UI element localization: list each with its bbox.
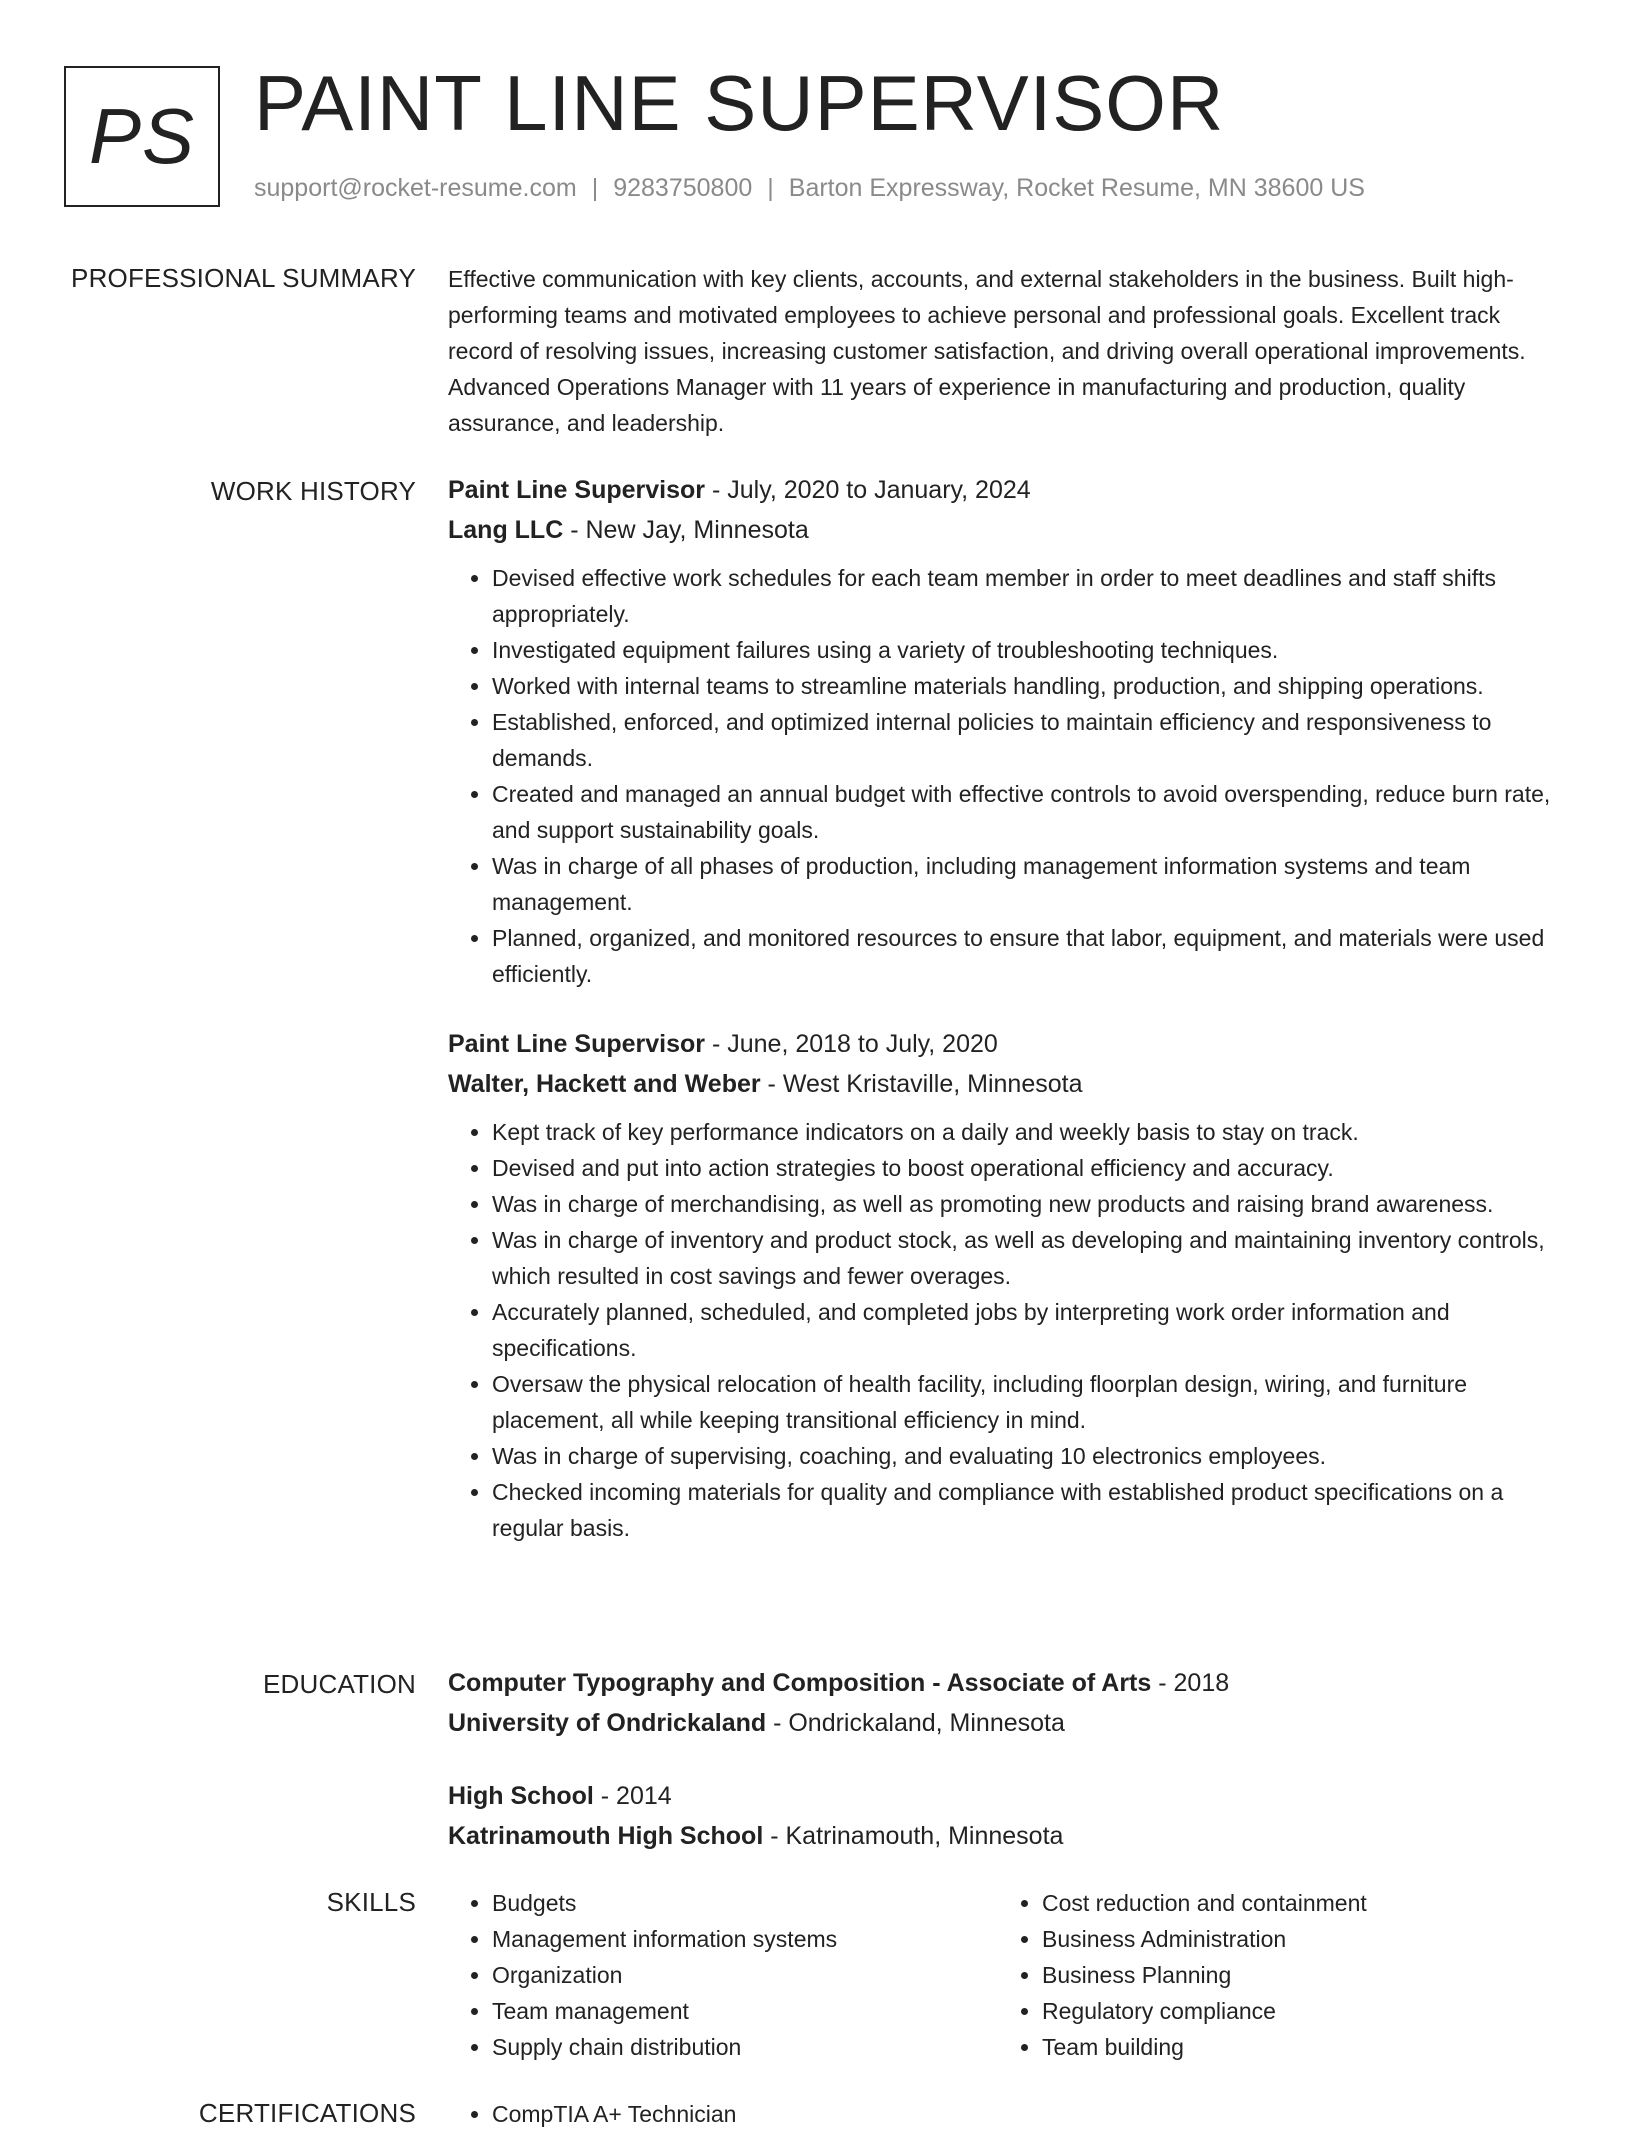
job-bullets [448, 1114, 1564, 1546]
skill-item: • Cost reduction and containment [1042, 1885, 1548, 1921]
section-title-certifications: CERTIFICATIONS [198, 2098, 416, 2128]
job-bullet: • Was in charge of merchandising, as well as promoting new products and raising brand awareness. [492, 1186, 1564, 1222]
job-company-line [448, 1064, 1564, 1104]
skill-item: • Regulatory compliance [1042, 1993, 1548, 2029]
education-location: - Ondrickaland, Minnesota [766, 1709, 1065, 1737]
contact-separator: | [767, 174, 774, 202]
certification-item: • CompTIA A+ Technician [492, 2096, 1564, 2132]
education-degree: Computer Typography and Composition - Associate of Arts [448, 1669, 1152, 1697]
work-history-body [448, 470, 1564, 1546]
job-bullet: • Was in charge of supervising, coaching, and evaluating 10 electronics employees. [492, 1438, 1564, 1474]
job-bullet: • Was in charge of all phases of production, including management information systems and team management. [492, 848, 1564, 920]
education-degree-line [448, 1663, 1564, 1703]
job-role-line [448, 470, 1564, 510]
job-bullet: • Checked incoming materials for quality and compliance with established product specifications on a regular basis. [492, 1474, 1564, 1546]
job-bullet: • Accurately planned, scheduled, and completed jobs by interpreting work order information and specifications. [492, 1294, 1564, 1366]
resume-header [64, 59, 1584, 216]
contact-address: Barton Expressway, Rocket Resume, MN 38600 US [788, 174, 1365, 202]
education-school-line [448, 1703, 1564, 1743]
education-body [448, 1663, 1564, 1856]
job-bullet: • Planned, organized, and monitored resources to ensure that labor, equipment, and materials were used efficiently. [492, 920, 1564, 992]
section-title-summary: PROFESSIONAL SUMMARY [71, 263, 416, 293]
skill-item: • Supply chain distribution [492, 2029, 998, 2065]
skills-column-left [448, 1885, 998, 2065]
job-company: Walter, Hackett and Weber [448, 1070, 761, 1098]
skills-list-right [998, 1885, 1548, 2065]
contact-phone: 9283750800 [613, 174, 753, 202]
job-bullet: • Established, enforced, and optimized internal policies to maintain efficiency and responsiveness to demands. [492, 704, 1564, 776]
skill-item: • Business Planning [1042, 1957, 1548, 1993]
summary-body [448, 261, 1564, 441]
contact-line [254, 174, 1365, 203]
skill-item: • Business Administration [1042, 1921, 1548, 1957]
job-role: Paint Line Supervisor [448, 476, 706, 504]
job-role-line [448, 1024, 1564, 1064]
skill-item: • Budgets [492, 1885, 998, 1921]
job-bullet: • Devised effective work schedules for each team member in order to meet deadlines and staff shifts appropriately. [492, 560, 1564, 632]
education-year: - 2018 [1151, 1669, 1230, 1697]
education-degree-line [448, 1776, 1564, 1816]
skills-list-left [448, 1885, 998, 2065]
certifications-body [448, 2096, 1564, 2132]
job-bullet: • Created and managed an annual budget with effective controls to avoid overspending, reduce burn rate, and support sustainability goals. [492, 776, 1564, 848]
job-bullet: • Devised and put into action strategies to boost operational efficiency and accuracy. [492, 1150, 1564, 1186]
certifications-list [448, 2096, 1564, 2132]
education-location: - Katrinamouth, Minnesota [763, 1822, 1064, 1850]
contact-separator: | [591, 174, 599, 202]
education-entry [448, 1776, 1564, 1856]
education-entry [448, 1663, 1564, 1743]
resume-title: PAINT LINE SUPERVISOR [254, 59, 1225, 147]
education-school: Katrinamouth High School [448, 1822, 764, 1850]
skill-item: • Management information systems [492, 1921, 998, 1957]
job-bullets [448, 560, 1564, 992]
job-entry [448, 1024, 1564, 1546]
job-bullet: • Investigated equipment failures using a variety of troubleshooting techniques. [492, 632, 1564, 668]
section-title-work-history: WORK HISTORY [210, 476, 416, 506]
education-school-line [448, 1816, 1564, 1856]
job-location: - West Kristaville, Minnesota [760, 1070, 1083, 1098]
job-bullet: • Was in charge of inventory and product stock, as well as developing and maintaining inventory controls, which resulted in cost savings and fewer overages. [492, 1222, 1564, 1294]
summary-text: Effective communication with key clients, accounts, and external stakeholders in the business. Built high-performing teams and motivated employees to achieve personal and professional goals. Excellent track record of resolving issues, increasing customer satisfaction, and driving overall operational improvements. Advanced Operations Manager with 11 years of experience in manufacturing and production, quality assurance, and leadership. [448, 266, 1526, 436]
education-degree: High School [448, 1782, 594, 1810]
skills-column-right [998, 1885, 1548, 2065]
job-company-line [448, 510, 1564, 550]
monogram-logo: PS [64, 66, 220, 207]
section-title-skills: SKILLS [326, 1887, 416, 1917]
skill-item: • Team building [1042, 2029, 1548, 2065]
contact-email: support@rocket-resume.com [254, 174, 577, 202]
skills-grid [448, 1885, 1564, 2065]
skill-item: • Team management [492, 1993, 998, 2029]
job-dates: - July, 2020 to January, 2024 [705, 476, 1031, 504]
job-company: Lang LLC [448, 516, 564, 544]
skill-item: • Organization [492, 1957, 998, 1993]
job-bullet: • Kept track of key performance indicators on a daily and weekly basis to stay on track. [492, 1114, 1564, 1150]
job-role: Paint Line Supervisor [448, 1030, 706, 1058]
education-school: University of Ondrickaland [448, 1709, 767, 1737]
education-year: - 2014 [593, 1782, 672, 1810]
section-title-education: EDUCATION [263, 1669, 416, 1699]
job-bullet: • Worked with internal teams to streamline materials handling, production, and shipping operations. [492, 668, 1564, 704]
job-bullet: • Oversaw the physical relocation of health facility, including floorplan design, wiring, and furniture placement, all while keeping transitional efficiency in mind. [492, 1366, 1564, 1438]
job-location: - New Jay, Minnesota [563, 516, 809, 544]
skills-body [448, 1885, 1564, 2065]
job-entry [448, 470, 1564, 992]
job-dates: - June, 2018 to July, 2020 [705, 1030, 998, 1058]
